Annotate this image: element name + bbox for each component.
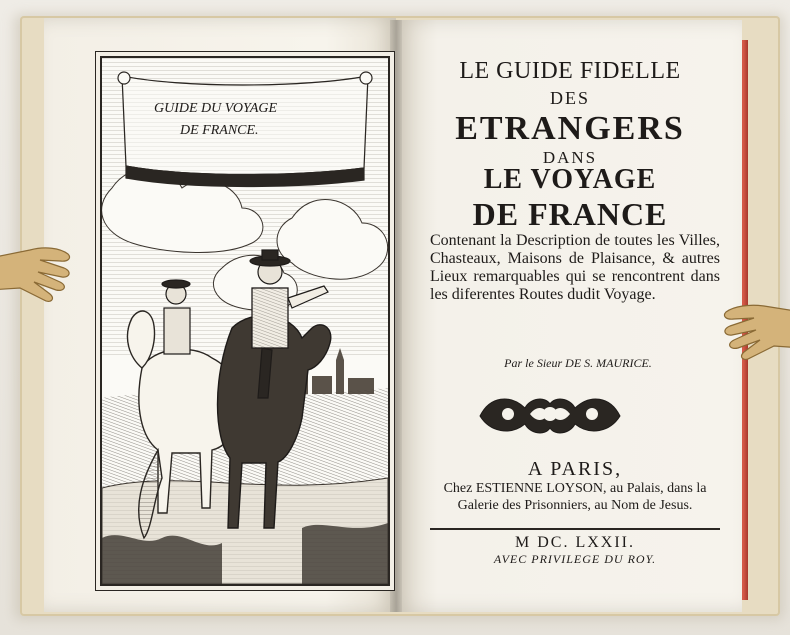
title-description: Contenant la Description de toutes les Villes, Chasteaux, Maisons de Plaisance, & autres Lieux remarquables qui se rencontrent dans les diferentes Routes dudit Voyage.: [430, 232, 720, 303]
imprint-privilege: AVEC PRIVILEGE DU ROY.: [493, 552, 657, 566]
title-line-france: DE FRANCE: [472, 196, 668, 232]
imprint-rule: [430, 528, 720, 530]
printers-ornament: [470, 386, 630, 444]
book-gutter: [390, 20, 402, 612]
title-author: Par le Sieur DE S. MAURICE.: [504, 356, 652, 370]
title-line-des: DES: [549, 88, 590, 108]
title-line-etrangers: ETRANGERS: [455, 110, 685, 147]
imprint-place: A PARIS,: [527, 458, 623, 480]
title-line-dans: DANS: [542, 148, 598, 167]
title-line-voyage: LE VOYAGE: [483, 164, 657, 195]
left-brass-hand-icon: [0, 228, 80, 318]
banner-text-line2: DE FRANCE.: [180, 123, 259, 138]
right-brass-hand-icon: [712, 292, 790, 382]
imprint-publisher: Chez ESTIENNE LOYSON, au Palais, dans la Galerie des Prisonniers, au Nom de Jesus.: [443, 481, 707, 513]
title-line-guide: LE GUIDE FIDELLE: [459, 58, 681, 84]
imprint-date: M DC. LXXII.: [515, 534, 635, 551]
frontispiece-engraving: [100, 56, 390, 586]
engraving-illustration: [102, 58, 388, 584]
banner-text-line1: GUIDE DU VOYAGE: [154, 101, 278, 116]
